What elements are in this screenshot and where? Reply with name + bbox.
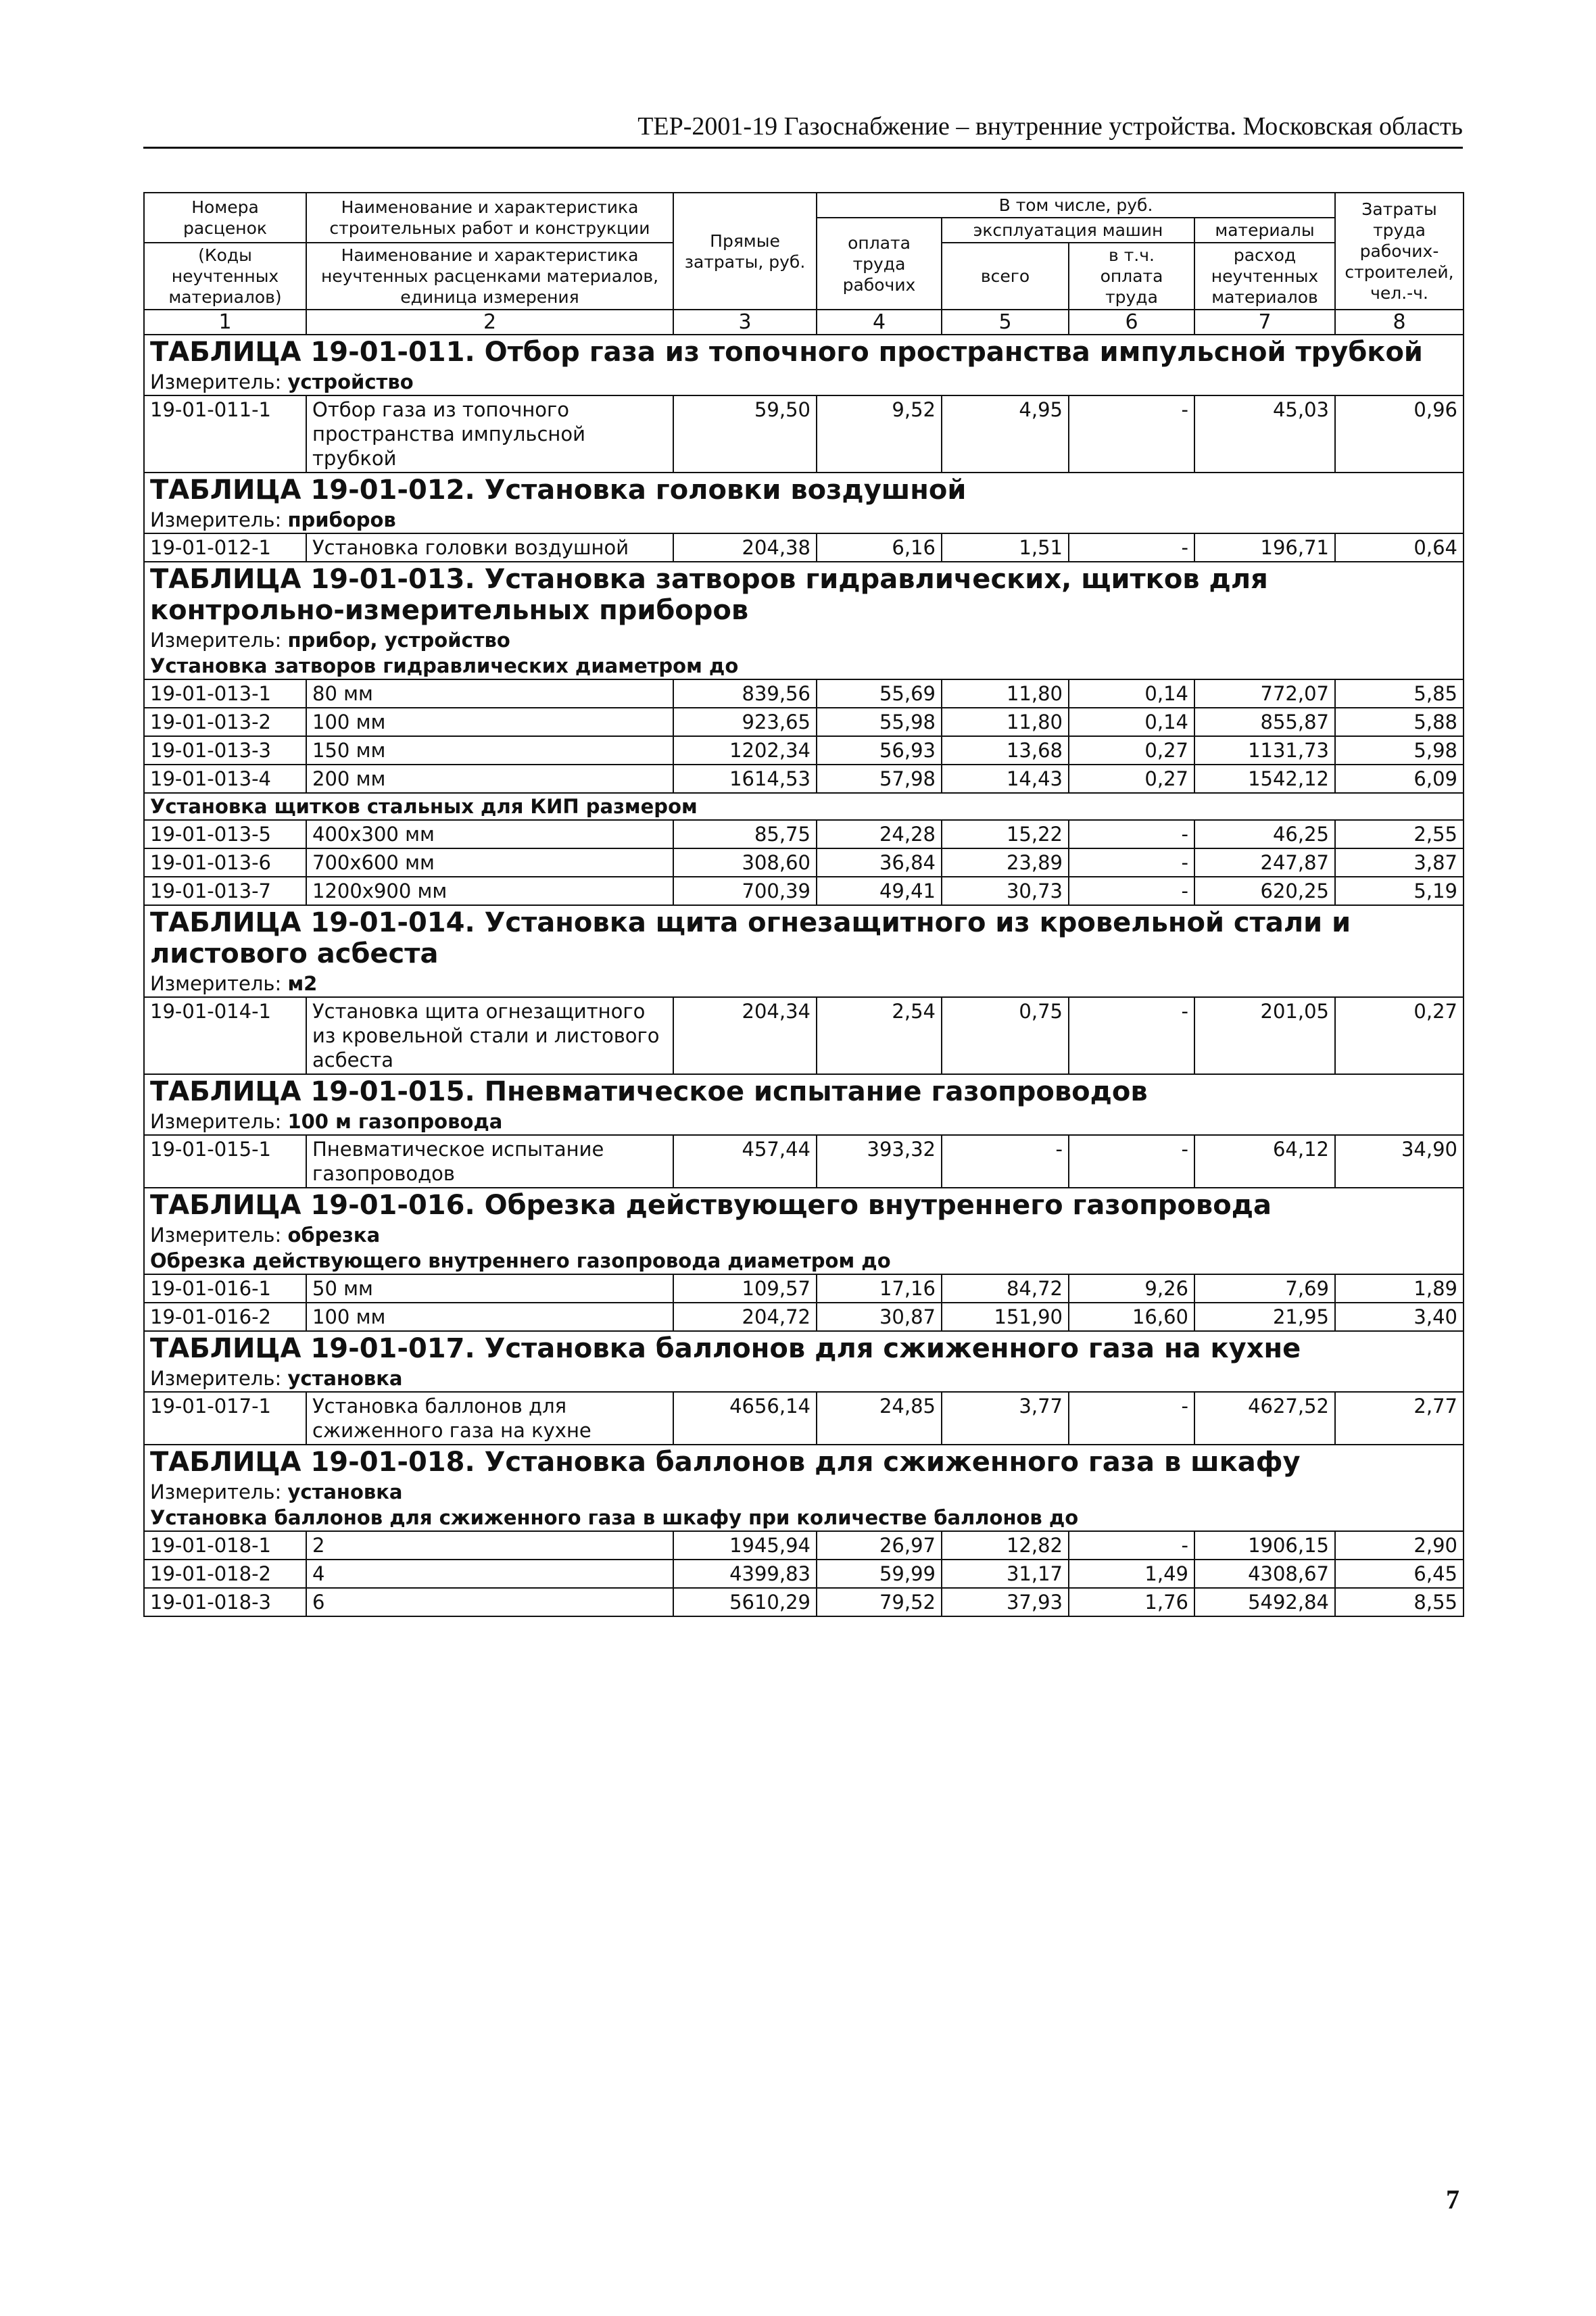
subgroup-row bbox=[144, 1505, 1464, 1531]
cell-labor-hours: 6,09 bbox=[1335, 765, 1464, 793]
table-row bbox=[144, 877, 1464, 905]
table-row bbox=[144, 1274, 1464, 1303]
cell-description: Установка баллонов для сжиженного газа на кухне bbox=[306, 1392, 673, 1445]
cell-worker-pay: 393,32 bbox=[817, 1135, 942, 1188]
measure-value: обрезка bbox=[287, 1224, 381, 1247]
cell-description: Пневматическое испытание газопроводов bbox=[306, 1135, 673, 1188]
cell-labor-hours: 6,45 bbox=[1335, 1560, 1464, 1588]
cell-description: 100 мм bbox=[306, 708, 673, 736]
measure-label: Измеритель: bbox=[150, 1367, 288, 1390]
subgroup-row bbox=[144, 1248, 1464, 1274]
cell-worker-pay: 24,28 bbox=[817, 820, 942, 848]
measure-label: Измеритель: bbox=[150, 972, 288, 995]
header-name-top: Наименование и характеристика строительных работ и конструкции bbox=[306, 193, 673, 243]
cell-machines-pay: 1,76 bbox=[1069, 1588, 1194, 1616]
cell-machines-pay: - bbox=[1069, 848, 1194, 877]
cell-direct-costs: 5610,29 bbox=[673, 1588, 817, 1616]
cell-code: 19-01-013-1 bbox=[144, 679, 306, 708]
cell-worker-pay: 17,16 bbox=[817, 1274, 942, 1303]
cell-direct-costs: 1614,53 bbox=[673, 765, 817, 793]
cell-machines-total: 13,68 bbox=[942, 736, 1069, 765]
cell-machines-pay: 9,26 bbox=[1069, 1274, 1194, 1303]
cell-machines-total: 12,82 bbox=[942, 1531, 1069, 1560]
cell-code: 19-01-013-6 bbox=[144, 848, 306, 877]
subgroup-row bbox=[144, 793, 1464, 820]
cell-direct-costs: 204,38 bbox=[673, 533, 817, 562]
cell-materials: 7,69 bbox=[1194, 1274, 1335, 1303]
cell-machines-total: 151,90 bbox=[942, 1303, 1069, 1331]
section-title-row bbox=[144, 1331, 1464, 1366]
measure-value: м2 bbox=[287, 972, 318, 995]
page-number: 7 bbox=[1446, 2184, 1459, 2215]
cell-machines-pay: - bbox=[1069, 997, 1194, 1074]
measure-value: 100 м газопровода bbox=[287, 1110, 503, 1133]
table-row bbox=[144, 395, 1464, 473]
section-title: ТАБЛИЦА 19-01-016. Обрезка действующего внутреннего газопровода bbox=[144, 1188, 1464, 1222]
table-row bbox=[144, 1135, 1464, 1188]
cell-machines-pay: 16,60 bbox=[1069, 1303, 1194, 1331]
section-title-row bbox=[144, 562, 1464, 627]
cell-machines-pay: - bbox=[1069, 1135, 1194, 1188]
measure-unit bbox=[144, 627, 1464, 653]
subgroup-title: Установка баллонов для сжиженного газа в шкафу при количестве баллонов до bbox=[144, 1505, 1464, 1531]
header-unaccounted-materials: расход неучтенных материалов bbox=[1194, 243, 1335, 310]
cell-machines-pay: 0,27 bbox=[1069, 765, 1194, 793]
cell-description: 200 мм bbox=[306, 765, 673, 793]
table-row bbox=[144, 679, 1464, 708]
measure-unit bbox=[144, 1222, 1464, 1248]
measure-unit bbox=[144, 1366, 1464, 1392]
cell-machines-total: 15,22 bbox=[942, 820, 1069, 848]
cell-description: 150 мм bbox=[306, 736, 673, 765]
measure-value: установка bbox=[287, 1480, 403, 1503]
measure-value: приборов bbox=[287, 508, 396, 531]
cell-worker-pay: 79,52 bbox=[817, 1588, 942, 1616]
column-number: 2 bbox=[306, 310, 673, 335]
cell-materials: 1542,12 bbox=[1194, 765, 1335, 793]
cell-machines-pay: 0,14 bbox=[1069, 708, 1194, 736]
cell-description: 4 bbox=[306, 1560, 673, 1588]
cell-labor-hours: 0,96 bbox=[1335, 395, 1464, 473]
cell-labor-hours: 5,19 bbox=[1335, 877, 1464, 905]
measure-row bbox=[144, 1222, 1464, 1248]
cell-machines-pay: - bbox=[1069, 395, 1194, 473]
measure-label: Измеритель: bbox=[150, 1110, 288, 1133]
cell-materials: 772,07 bbox=[1194, 679, 1335, 708]
cell-labor-hours: 2,55 bbox=[1335, 820, 1464, 848]
measure-value: установка bbox=[287, 1367, 403, 1390]
price-table bbox=[143, 192, 1464, 1617]
header-direct-costs: Прямые затраты, руб. bbox=[673, 193, 817, 310]
cell-direct-costs: 1945,94 bbox=[673, 1531, 817, 1560]
cell-direct-costs: 204,72 bbox=[673, 1303, 817, 1331]
section-title-row bbox=[144, 905, 1464, 971]
cell-machines-total: 31,17 bbox=[942, 1560, 1069, 1588]
measure-unit bbox=[144, 507, 1464, 533]
cell-direct-costs: 839,56 bbox=[673, 679, 817, 708]
section-title: ТАБЛИЦА 19-01-011. Отбор газа из топочного пространства импульсной трубкой bbox=[144, 335, 1464, 369]
cell-materials: 247,87 bbox=[1194, 848, 1335, 877]
cell-labor-hours: 1,89 bbox=[1335, 1274, 1464, 1303]
header-name-bottom: Наименование и характеристика неучтенных расценками материалов, единица измерения bbox=[306, 243, 673, 310]
measure-label: Измеритель: bbox=[150, 629, 288, 652]
cell-code: 19-01-013-2 bbox=[144, 708, 306, 736]
table-row bbox=[144, 820, 1464, 848]
cell-worker-pay: 55,98 bbox=[817, 708, 942, 736]
cell-code: 19-01-012-1 bbox=[144, 533, 306, 562]
cell-materials: 620,25 bbox=[1194, 877, 1335, 905]
measure-row bbox=[144, 369, 1464, 395]
cell-worker-pay: 59,99 bbox=[817, 1560, 942, 1588]
cell-machines-total: 11,80 bbox=[942, 708, 1069, 736]
section-title: ТАБЛИЦА 19-01-014. Установка щита огнезащитного из кровельной стали и листового асбеста bbox=[144, 905, 1464, 971]
table-row bbox=[144, 765, 1464, 793]
cell-direct-costs: 59,50 bbox=[673, 395, 817, 473]
column-number: 3 bbox=[673, 310, 817, 335]
cell-machines-total: 30,73 bbox=[942, 877, 1069, 905]
measure-label: Измеритель: bbox=[150, 508, 288, 531]
table-row bbox=[144, 533, 1464, 562]
section-title-row bbox=[144, 335, 1464, 369]
header-codes-bottom: (Коды неучтенных материалов) bbox=[144, 243, 306, 310]
cell-machines-total: 37,93 bbox=[942, 1588, 1069, 1616]
table-row bbox=[144, 1560, 1464, 1588]
cell-materials: 64,12 bbox=[1194, 1135, 1335, 1188]
measure-unit bbox=[144, 971, 1464, 997]
column-number: 4 bbox=[817, 310, 942, 335]
cell-code: 19-01-018-3 bbox=[144, 1588, 306, 1616]
cell-labor-hours: 2,77 bbox=[1335, 1392, 1464, 1445]
cell-code: 19-01-013-4 bbox=[144, 765, 306, 793]
cell-materials: 1131,73 bbox=[1194, 736, 1335, 765]
measure-row bbox=[144, 507, 1464, 533]
measure-row bbox=[144, 1366, 1464, 1392]
table-row bbox=[144, 1392, 1464, 1445]
cell-materials: 46,25 bbox=[1194, 820, 1335, 848]
measure-value: устройство bbox=[287, 370, 414, 393]
cell-machines-pay: - bbox=[1069, 877, 1194, 905]
section-title: ТАБЛИЦА 19-01-015. Пневматическое испытание газопроводов bbox=[144, 1074, 1464, 1109]
section-title-row bbox=[144, 1445, 1464, 1479]
subgroup-title: Обрезка действующего внутреннего газопровода диаметром до bbox=[144, 1248, 1464, 1274]
section-title: ТАБЛИЦА 19-01-017. Установка баллонов для сжиженного газа на кухне bbox=[144, 1331, 1464, 1366]
section-title-row bbox=[144, 1188, 1464, 1222]
cell-description: 100 мм bbox=[306, 1303, 673, 1331]
header-machines: эксплуатация машин bbox=[942, 218, 1194, 243]
column-number: 5 bbox=[942, 310, 1069, 335]
cell-worker-pay: 49,41 bbox=[817, 877, 942, 905]
cell-labor-hours: 0,64 bbox=[1335, 533, 1464, 562]
cell-materials: 201,05 bbox=[1194, 997, 1335, 1074]
measure-row bbox=[144, 627, 1464, 653]
cell-machines-pay: - bbox=[1069, 1531, 1194, 1560]
cell-direct-costs: 700,39 bbox=[673, 877, 817, 905]
cell-materials: 5492,84 bbox=[1194, 1588, 1335, 1616]
cell-description: 80 мм bbox=[306, 679, 673, 708]
cell-labor-hours: 5,88 bbox=[1335, 708, 1464, 736]
cell-machines-total: 14,43 bbox=[942, 765, 1069, 793]
cell-labor-hours: 5,85 bbox=[1335, 679, 1464, 708]
cell-direct-costs: 308,60 bbox=[673, 848, 817, 877]
cell-description: Установка головки воздушной bbox=[306, 533, 673, 562]
table-row bbox=[144, 708, 1464, 736]
cell-labor-hours: 0,27 bbox=[1335, 997, 1464, 1074]
cell-worker-pay: 30,87 bbox=[817, 1303, 942, 1331]
cell-code: 19-01-018-2 bbox=[144, 1560, 306, 1588]
cell-worker-pay: 9,52 bbox=[817, 395, 942, 473]
cell-direct-costs: 204,34 bbox=[673, 997, 817, 1074]
cell-code: 19-01-018-1 bbox=[144, 1531, 306, 1560]
measure-unit bbox=[144, 1109, 1464, 1135]
cell-code: 19-01-011-1 bbox=[144, 395, 306, 473]
cell-materials: 196,71 bbox=[1194, 533, 1335, 562]
cell-materials: 1906,15 bbox=[1194, 1531, 1335, 1560]
header-including: В том числе, руб. bbox=[817, 193, 1335, 218]
cell-worker-pay: 36,84 bbox=[817, 848, 942, 877]
cell-machines-total: 4,95 bbox=[942, 395, 1069, 473]
cell-labor-hours: 3,40 bbox=[1335, 1303, 1464, 1331]
cell-worker-pay: 2,54 bbox=[817, 997, 942, 1074]
measure-label: Измеритель: bbox=[150, 1224, 288, 1247]
cell-direct-costs: 109,57 bbox=[673, 1274, 817, 1303]
section-title-row bbox=[144, 473, 1464, 507]
cell-description: 50 мм bbox=[306, 1274, 673, 1303]
section-title-row bbox=[144, 1074, 1464, 1109]
cell-worker-pay: 56,93 bbox=[817, 736, 942, 765]
measure-row bbox=[144, 971, 1464, 997]
section-title: ТАБЛИЦА 19-01-013. Установка затворов гидравлических, щитков для контрольно-измерительных приборов bbox=[144, 562, 1464, 627]
running-header: ТЕР-2001-19 Газоснабжение – внутренние устройства. Московская область bbox=[143, 112, 1463, 149]
cell-machines-pay: 0,14 bbox=[1069, 679, 1194, 708]
cell-machines-pay: 0,27 bbox=[1069, 736, 1194, 765]
measure-label: Измеритель: bbox=[150, 1480, 288, 1503]
cell-machines-pay: - bbox=[1069, 820, 1194, 848]
header-worker-pay: оплата труда рабочих bbox=[817, 218, 942, 310]
cell-code: 19-01-015-1 bbox=[144, 1135, 306, 1188]
cell-code: 19-01-017-1 bbox=[144, 1392, 306, 1445]
header-machines-total: всего bbox=[942, 243, 1069, 310]
measure-row bbox=[144, 1479, 1464, 1505]
cell-description: 400x300 мм bbox=[306, 820, 673, 848]
cell-worker-pay: 57,98 bbox=[817, 765, 942, 793]
table-row bbox=[144, 736, 1464, 765]
cell-materials: 4308,67 bbox=[1194, 1560, 1335, 1588]
table-row bbox=[144, 1588, 1464, 1616]
table-row bbox=[144, 997, 1464, 1074]
cell-materials: 45,03 bbox=[1194, 395, 1335, 473]
cell-labor-hours: 34,90 bbox=[1335, 1135, 1464, 1188]
cell-code: 19-01-013-3 bbox=[144, 736, 306, 765]
cell-labor-hours: 8,55 bbox=[1335, 1588, 1464, 1616]
cell-materials: 855,87 bbox=[1194, 708, 1335, 736]
cell-code: 19-01-016-1 bbox=[144, 1274, 306, 1303]
header-materials: материалы bbox=[1194, 218, 1335, 243]
column-number: 7 bbox=[1194, 310, 1335, 335]
cell-worker-pay: 55,69 bbox=[817, 679, 942, 708]
measure-label: Измеритель: bbox=[150, 370, 288, 393]
cell-direct-costs: 4656,14 bbox=[673, 1392, 817, 1445]
cell-machines-pay: - bbox=[1069, 1392, 1194, 1445]
cell-direct-costs: 457,44 bbox=[673, 1135, 817, 1188]
cell-machines-total: 84,72 bbox=[942, 1274, 1069, 1303]
cell-materials: 21,95 bbox=[1194, 1303, 1335, 1331]
cell-worker-pay: 24,85 bbox=[817, 1392, 942, 1445]
cell-labor-hours: 5,98 bbox=[1335, 736, 1464, 765]
cell-description: 6 bbox=[306, 1588, 673, 1616]
measure-row bbox=[144, 1109, 1464, 1135]
cell-machines-total: 11,80 bbox=[942, 679, 1069, 708]
cell-direct-costs: 4399,83 bbox=[673, 1560, 817, 1588]
cell-description: Установка щита огнезащитного из кровельной стали и листового асбеста bbox=[306, 997, 673, 1074]
cell-description: Отбор газа из топочного пространства импульсной трубкой bbox=[306, 395, 673, 473]
measure-unit bbox=[144, 1479, 1464, 1505]
cell-labor-hours: 2,90 bbox=[1335, 1531, 1464, 1560]
cell-direct-costs: 1202,34 bbox=[673, 736, 817, 765]
subgroup-title: Установка затворов гидравлических диаметром до bbox=[144, 653, 1464, 679]
cell-worker-pay: 6,16 bbox=[817, 533, 942, 562]
cell-machines-total: 23,89 bbox=[942, 848, 1069, 877]
cell-description: 700x600 мм bbox=[306, 848, 673, 877]
cell-machines-total: - bbox=[942, 1135, 1069, 1188]
cell-code: 19-01-013-5 bbox=[144, 820, 306, 848]
table-row bbox=[144, 848, 1464, 877]
cell-code: 19-01-013-7 bbox=[144, 877, 306, 905]
subgroup-row bbox=[144, 653, 1464, 679]
header-labor-hours: Затраты труда рабочих-строителей, чел.-ч. bbox=[1335, 193, 1464, 310]
cell-machines-pay: - bbox=[1069, 533, 1194, 562]
cell-worker-pay: 26,97 bbox=[817, 1531, 942, 1560]
cell-direct-costs: 85,75 bbox=[673, 820, 817, 848]
cell-labor-hours: 3,87 bbox=[1335, 848, 1464, 877]
table-row bbox=[144, 1303, 1464, 1331]
header-machines-pay: в т.ч. оплата труда bbox=[1069, 243, 1194, 310]
cell-materials: 4627,52 bbox=[1194, 1392, 1335, 1445]
section-title: ТАБЛИЦА 19-01-018. Установка баллонов для сжиженного газа в шкафу bbox=[144, 1445, 1464, 1479]
cell-direct-costs: 923,65 bbox=[673, 708, 817, 736]
column-number: 8 bbox=[1335, 310, 1464, 335]
section-title: ТАБЛИЦА 19-01-012. Установка головки воздушной bbox=[144, 473, 1464, 507]
cell-code: 19-01-016-2 bbox=[144, 1303, 306, 1331]
cell-description: 2 bbox=[306, 1531, 673, 1560]
subgroup-title: Установка щитков стальных для КИП размером bbox=[144, 793, 1464, 820]
cell-machines-total: 3,77 bbox=[942, 1392, 1069, 1445]
cell-machines-total: 0,75 bbox=[942, 997, 1069, 1074]
measure-unit bbox=[144, 369, 1464, 395]
cell-machines-pay: 1,49 bbox=[1069, 1560, 1194, 1588]
measure-value: прибор, устройство bbox=[287, 629, 510, 652]
cell-machines-total: 1,51 bbox=[942, 533, 1069, 562]
column-number: 1 bbox=[144, 310, 306, 335]
table-row bbox=[144, 1531, 1464, 1560]
cell-code: 19-01-014-1 bbox=[144, 997, 306, 1074]
column-number: 6 bbox=[1069, 310, 1194, 335]
header-codes-top: Номера расценок bbox=[144, 193, 306, 243]
cell-description: 1200x900 мм bbox=[306, 877, 673, 905]
